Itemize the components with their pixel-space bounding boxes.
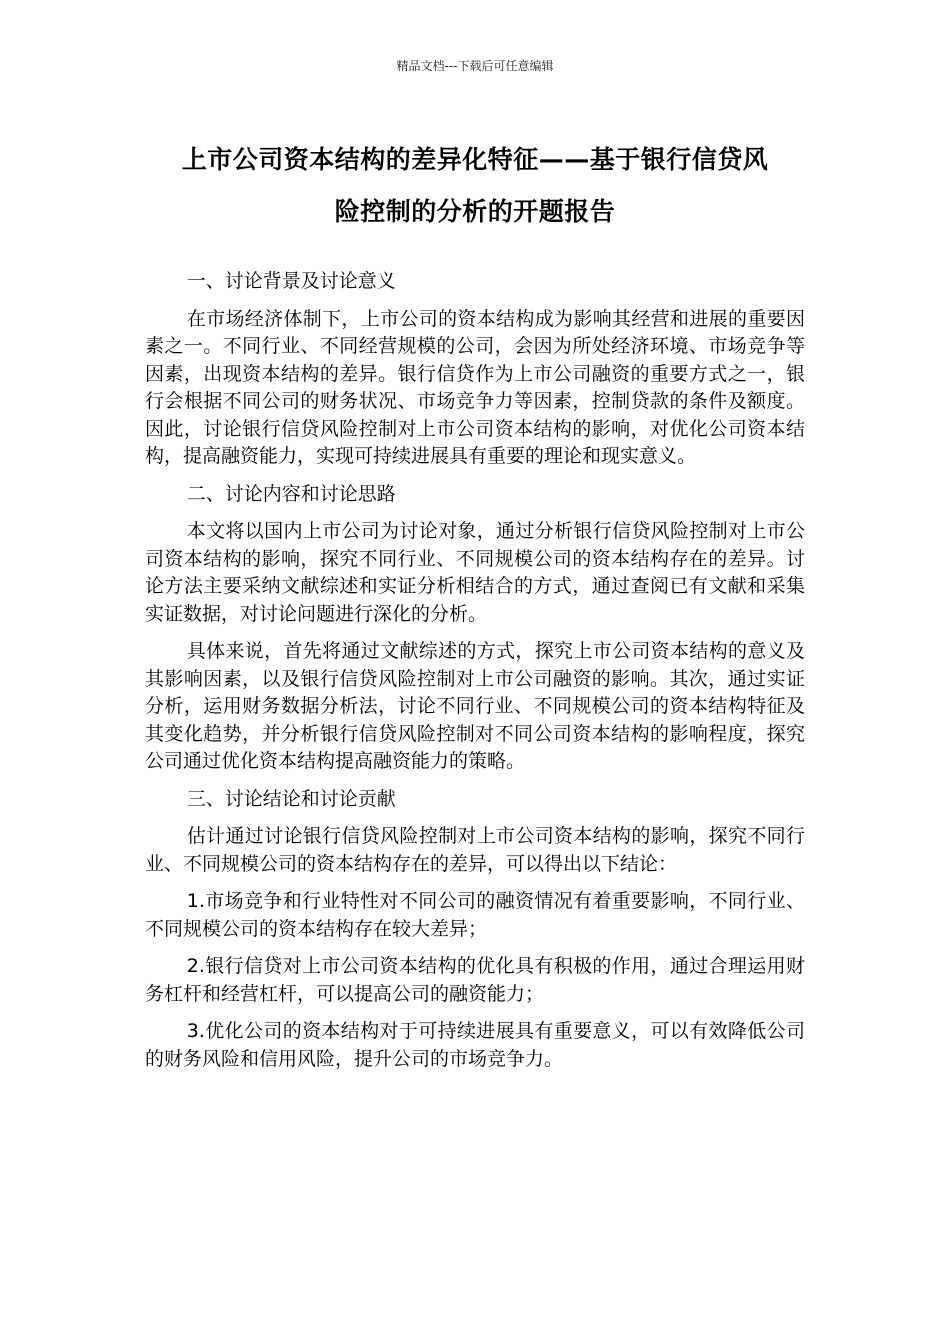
document-title — [130, 134, 820, 238]
section-heading: 二、讨论内容和讨论思路 — [186, 482, 396, 505]
body-paragraph: 具体来说，首先将通过文献综述的方式，探究上市公司资本结构的意义及其影响因素，以及银行信贷风险控制对上市公司融资的影响。其次，通过实证分析，运用财务数据分析法，讨论不同行业、不同规模公司的资本结构特征及其变化趋势，并分析银行信贷风险控制对不同公司资本结构的影响程度，探究公司通过优化资本结构提高融资能力的策略。 — [145, 640, 805, 772]
section-content — [145, 481, 805, 776]
section-heading: 一、讨论背景及讨论意义 — [186, 270, 396, 292]
body-paragraph: 估计通过讨论银行信贷风险控制对上市公司资本结构的影响，探究不同行业、不同规模公司的资本结构存在的差异，可以得出以下结论： — [145, 825, 805, 875]
body-paragraph: 本文将以国内上市公司为讨论对象，通过分析银行信贷风险控制对上市公司资本结构的影响，探究不同行业、不同规模公司的资本结构存在的差异。讨论方法主要采纳文献综述和实证分析相结合的方式，通过查阅已有文献和采集实证数据，对讨论问题进行深化的分析。 — [145, 520, 805, 625]
body-paragraph: 在市场经济体制下，上市公司的资本结构成为影响其经营和进展的重要因素之一。不同行业、不同经营规模的公司，会因为所处经济环境、市场竞争等因素，出现资本结构的差异。银行信贷作为上市公司融资的重要方式之一，银行会根据不同公司的财务状况、市场竞争力等因素，控制贷款的条件及额度。因此，讨论银行信贷风险控制对上市公司资本结构的影响，对优化公司资本结构，提高融资能力，实现可持续进展具有重要的理论和现实意义。 — [145, 307, 805, 467]
title-line-1: 上市公司资本结构的差异化特征——基于银行信贷风 — [181, 145, 769, 174]
conclusion-item: 2.银行信贷对上市公司资本结构的优化具有积极的作用，通过合理运用财务杠杆和经营杠杆，可以提高公司的融资能力； — [145, 955, 805, 1005]
document-body — [145, 268, 805, 1083]
section-background — [145, 268, 805, 471]
conclusion-item: 1.市场竞争和行业特性对不同公司的融资情况有着重要影响，不同行业、不同规模公司的资本结构存在较大差异； — [145, 890, 805, 940]
header-note: 精品文档---下载后可任意编辑 — [396, 59, 554, 73]
section-conclusion — [145, 786, 805, 1074]
conclusion-item: 3.优化公司的资本结构对于可持续进展具有重要意义，可以有效降低公司的财务风险和信用风险，提升公司的市场竞争力。 — [145, 1020, 805, 1070]
section-heading: 三、讨论结论和讨论贡献 — [186, 787, 396, 810]
title-line-2: 险控制的分析的开题报告 — [334, 197, 616, 226]
